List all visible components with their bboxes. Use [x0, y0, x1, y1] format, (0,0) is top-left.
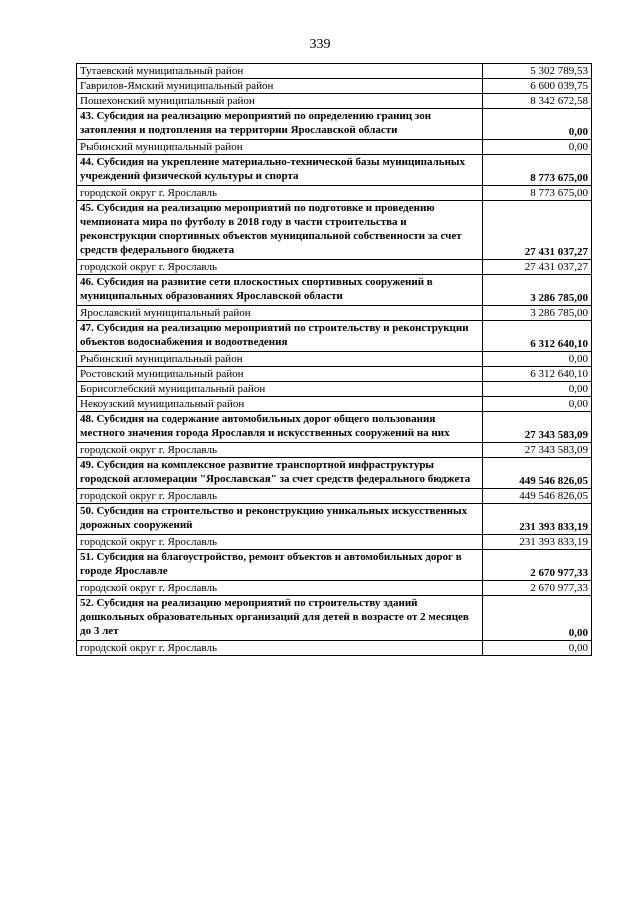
subsidy-total-amount: 449 546 826,05: [483, 458, 592, 489]
subsidy-table: [76, 63, 592, 656]
subsidy-total-amount: 6 312 640,10: [483, 321, 592, 352]
subsidy-section-row: [77, 109, 592, 140]
subsidy-total-amount: 0,00: [483, 109, 592, 140]
recipient-amount: 6 312 640,10: [483, 367, 592, 382]
subsidy-title: 43. Субсидия на реализацию мероприятий по определению границ зон затопления и подтопления на территории Ярославской области: [77, 109, 483, 140]
recipient-name: городской округ г. Ярославль: [77, 535, 483, 550]
subsidy-total-amount: 231 393 833,19: [483, 504, 592, 535]
recipient-amount: 27 431 037,27: [483, 260, 592, 275]
recipient-amount: 231 393 833,19: [483, 535, 592, 550]
recipient-amount: 0,00: [483, 397, 592, 412]
recipient-name: городской округ г. Ярославль: [77, 260, 483, 275]
recipient-name: Некоузский муниципальный район: [77, 397, 483, 412]
recipient-amount: 0,00: [483, 352, 592, 367]
recipient-row: [77, 489, 592, 504]
recipient-row: [77, 260, 592, 275]
recipient-name: городской округ г. Ярославль: [77, 581, 483, 596]
subsidy-section-row: [77, 412, 592, 443]
recipient-amount: 449 546 826,05: [483, 489, 592, 504]
subsidy-total-amount: 27 431 037,27: [483, 201, 592, 260]
recipient-amount: 8 773 675,00: [483, 186, 592, 201]
recipient-amount: 2 670 977,33: [483, 581, 592, 596]
subsidy-total-amount: 2 670 977,33: [483, 550, 592, 581]
subsidy-section-row: [77, 155, 592, 186]
subsidy-table-body: [77, 64, 592, 656]
subsidy-title: 45. Субсидия на реализацию мероприятий по подготовке и проведению чемпионата мира по футболу в 2018 году в части строительства и реконструкции спортивных объектов муниципальной собственности за счет средств федерального бюджета: [77, 201, 483, 260]
recipient-row: [77, 64, 592, 79]
recipient-row: [77, 382, 592, 397]
subsidy-total-amount: 0,00: [483, 596, 592, 641]
subsidy-section-row: [77, 201, 592, 260]
subsidy-total-amount: 8 773 675,00: [483, 155, 592, 186]
recipient-name: Тутаевский муниципальный район: [77, 64, 483, 79]
recipient-row: [77, 94, 592, 109]
recipient-name: городской округ г. Ярославль: [77, 443, 483, 458]
subsidy-title: 50. Субсидия на строительство и реконструкцию уникальных искусственных дорожных сооружений: [77, 504, 483, 535]
subsidy-total-amount: 3 286 785,00: [483, 275, 592, 306]
recipient-row: [77, 443, 592, 458]
recipient-name: Рыбинский муниципальный район: [77, 352, 483, 367]
recipient-name: Пошехонский муниципальный район: [77, 94, 483, 109]
recipient-name: Рыбинский муниципальный район: [77, 140, 483, 155]
recipient-row: [77, 352, 592, 367]
recipient-row: [77, 306, 592, 321]
subsidy-section-row: [77, 321, 592, 352]
recipient-row: [77, 397, 592, 412]
subsidy-section-row: [77, 275, 592, 306]
recipient-amount: 0,00: [483, 382, 592, 397]
recipient-row: [77, 140, 592, 155]
subsidy-title: 46. Субсидия на развитие сети плоскостных спортивных сооружений в муниципальных образованиях Ярославской области: [77, 275, 483, 306]
subsidy-title: 44. Субсидия на укрепление материально-технической базы муниципальных учреждений физической культуры и спорта: [77, 155, 483, 186]
recipient-name: Гаврилов-Ямский муниципальный район: [77, 79, 483, 94]
recipient-name: городской округ г. Ярославль: [77, 641, 483, 656]
recipient-row: [77, 186, 592, 201]
recipient-name: Борисоглебский муниципальный район: [77, 382, 483, 397]
subsidy-section-row: [77, 458, 592, 489]
recipient-name: Ярославский муниципальный район: [77, 306, 483, 321]
recipient-row: [77, 535, 592, 550]
recipient-amount: 6 600 039,75: [483, 79, 592, 94]
subsidy-total-amount: 27 343 583,09: [483, 412, 592, 443]
recipient-amount: 5 302 789,53: [483, 64, 592, 79]
recipient-name: Ростовский муниципальный район: [77, 367, 483, 382]
recipient-row: [77, 79, 592, 94]
subsidy-title: 52. Субсидия на реализацию мероприятий по строительству зданий дошкольных образовательных организаций для детей в возрасте от 2 месяцев до 3 лет: [77, 596, 483, 641]
subsidy-title: 49. Субсидия на комплексное развитие транспортной инфраструктуры городской агломерации "Ярославская" за счет средств федерального бюджета: [77, 458, 483, 489]
subsidy-section-row: [77, 550, 592, 581]
recipient-row: [77, 581, 592, 596]
recipient-amount: 8 342 672,58: [483, 94, 592, 109]
recipient-amount: 0,00: [483, 140, 592, 155]
subsidy-title: 47. Субсидия на реализацию мероприятий по строительству и реконструкции объектов водоснабжения и водоотведения: [77, 321, 483, 352]
recipient-amount: 0,00: [483, 641, 592, 656]
recipient-row: [77, 641, 592, 656]
subsidy-section-row: [77, 596, 592, 641]
recipient-amount: 27 343 583,09: [483, 443, 592, 458]
subsidy-title: 51. Субсидия на благоустройство, ремонт объектов и автомобильных дорог в городе Ярославле: [77, 550, 483, 581]
subsidy-section-row: [77, 504, 592, 535]
page-number: 339: [309, 37, 331, 52]
recipient-name: городской округ г. Ярославль: [77, 186, 483, 201]
recipient-row: [77, 367, 592, 382]
subsidy-title: 48. Субсидия на содержание автомобильных дорог общего пользования местного значения города Ярославля и искусственных сооружений на них: [77, 412, 483, 443]
recipient-amount: 3 286 785,00: [483, 306, 592, 321]
recipient-name: городской округ г. Ярославль: [77, 489, 483, 504]
